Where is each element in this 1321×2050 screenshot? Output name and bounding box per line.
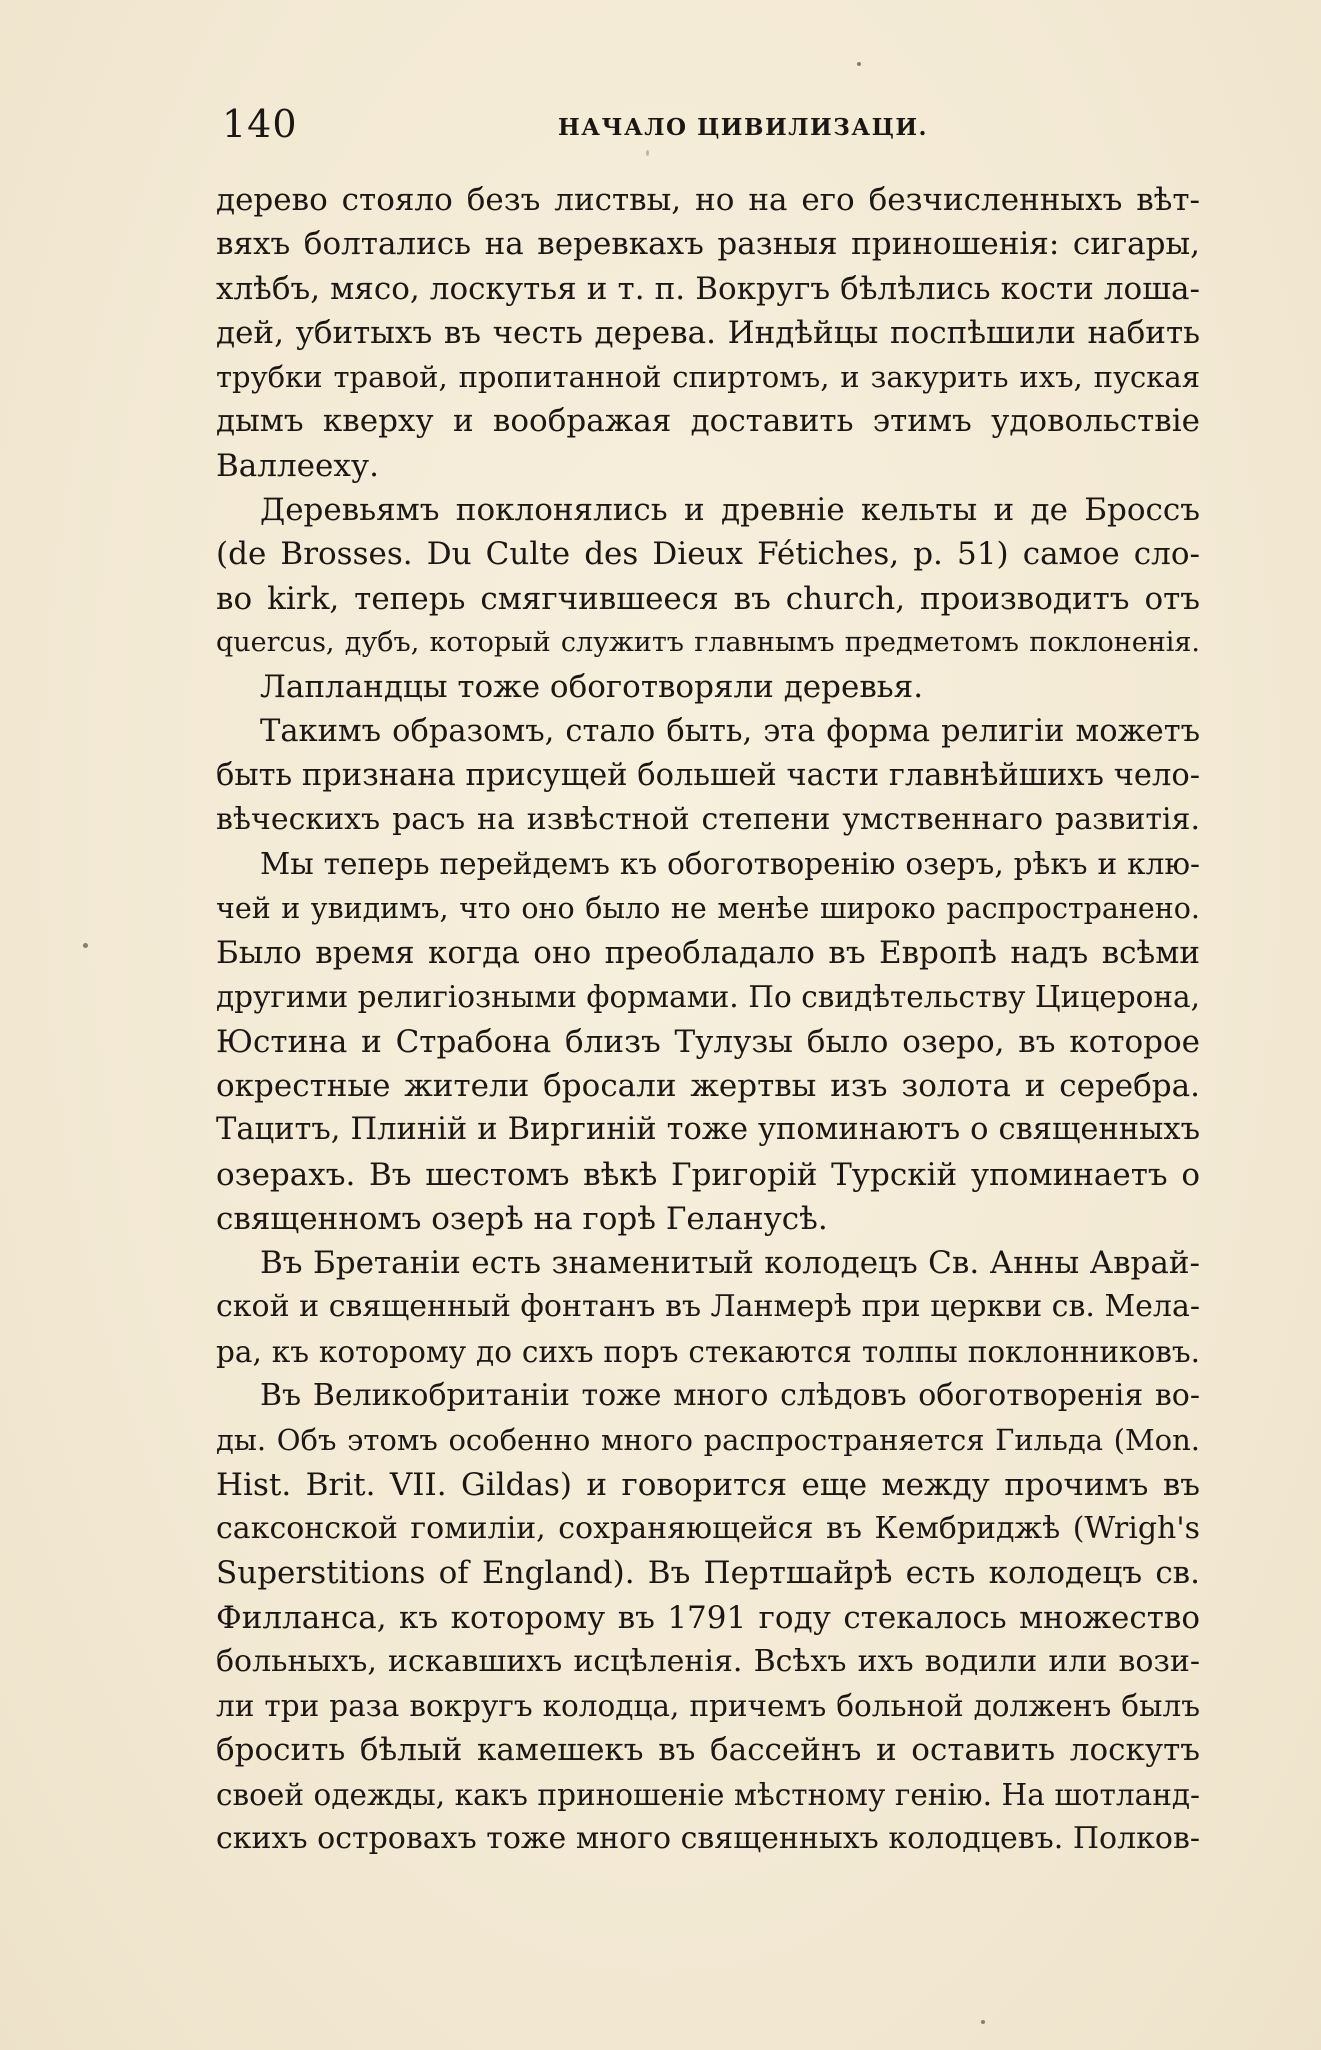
text-line: Деревьямъ поклонялись и древніе кельты и де Броссъ <box>260 492 1200 529</box>
text-line: другими религіозными формами. По свидѣтельству Цицерона, <box>216 980 1200 1015</box>
text-line: ской и священный фонтанъ въ Ланмерѣ при церкви св. Мела- <box>216 1289 1200 1325</box>
text-line: своей одежды, какъ приношеніе мѣстному генію. На шотланд- <box>216 1777 1200 1812</box>
text-line: хлѣбъ, мясо, лоскутья и т. п. Вокругъ бѣлѣлись кости лоша- <box>216 270 1200 307</box>
text-line: во kirk, теперь смягчившееся въ church, производитъ отъ <box>216 580 1200 617</box>
paper-speck <box>83 943 88 948</box>
text-line: Hist. Brit. VII. Gildas) и говорится еще между прочимъ въ <box>216 1466 1200 1503</box>
page-header <box>222 102 1194 152</box>
text-line: Было время когда оно преобладало въ Европѣ надъ всѣми <box>216 935 1200 972</box>
text-line: больныхъ, искавшихъ исцѣленія. Всѣхъ ихъ водили или вози- <box>216 1643 1200 1679</box>
text-line: вяхъ болтались на веревкахъ разныя приношенія: сигары, <box>216 226 1200 263</box>
paper-speck <box>646 150 649 156</box>
text-line: Тацитъ, Плиній и Виргиній тоже упоминаютъ о священныхъ <box>216 1112 1200 1148</box>
text-line: Superstitions of England). Въ Пертшайрѣ есть колодецъ св. <box>216 1555 1200 1592</box>
text-line: озерахъ. Въ шестомъ вѣкѣ Григорій Турскій упоминаетъ о <box>216 1156 1200 1193</box>
text-line: ды. Объ этомъ особенно много распространяется Гильда (Mon. <box>216 1423 1200 1458</box>
text-line: Такимъ образомъ, стало быть, эта форма религіи можетъ <box>260 713 1200 749</box>
text-line: ли три раза вокругъ колодца, причемъ больной долженъ былъ <box>216 1689 1200 1724</box>
paper-speck <box>981 2020 985 2024</box>
text-line: чей и увидимъ, что оно было не менѣе широко распространено. <box>216 891 1200 925</box>
text-line: священномъ озерѣ на горѣ Геланусѣ. <box>216 1200 828 1237</box>
text-line: дей, убитыхъ въ честь дерева. Индѣйцы поспѣшили набить <box>216 314 1200 351</box>
text-line: дерево стояло безъ листвы, но на его безчисленныхъ вѣт- <box>216 182 1200 218</box>
text-line: ра, къ которому до сихъ поръ стекаются толпы поклонниковъ. <box>216 1334 1200 1369</box>
text-line: Юстина и Страбона близъ Тулузы было озеро, въ которое <box>216 1023 1200 1060</box>
text-line: Валлееху. <box>216 447 379 484</box>
text-line: Филланса, къ которому въ 1791 году стекалось множество <box>216 1599 1200 1636</box>
page-number: 140 <box>222 102 298 146</box>
text-line: бросить бѣлый камешекъ въ бассейнъ и оставить лоскутъ <box>216 1732 1200 1769</box>
text-line: окрестные жители бросали жертвы изъ золота и серебра. <box>216 1067 1200 1104</box>
body-text <box>216 178 1200 1861</box>
text-line: дымъ кверху и воображая доставить этимъ удовольствіе <box>216 403 1200 440</box>
text-line: Въ Великобританіи тоже много слѣдовъ обоготворенія во- <box>260 1378 1200 1414</box>
text-line: quercus, дубъ, который служитъ главнымъ предметомъ поклоненія. <box>216 626 1200 658</box>
text-line: Лапландцы тоже обоготворяли деревья. <box>260 669 924 706</box>
text-line: быть признана присущей большей части главнѣйшихъ чело- <box>216 757 1200 793</box>
text-line: (de Brosses. Du Culte des Dieux Fétiches, p. 51) самое сло- <box>216 536 1200 573</box>
text-line: скихъ островахъ тоже много священныхъ колодцевъ. Полков- <box>216 1820 1200 1856</box>
running-title: НАЧАЛО ЦИВИЛИЗАЦИ. <box>558 114 929 141</box>
text-line: саксонской гомиліи, сохраняющейся въ Кембриджѣ (Wrigh's <box>216 1510 1200 1546</box>
text-line: Въ Бретаніи есть знаменитый колодецъ Св. Анны Аврай- <box>260 1245 1200 1282</box>
paper-speck <box>857 62 861 66</box>
text-line: Мы теперь перейдемъ къ обоготворенію озеръ, рѣкъ и клю- <box>260 847 1200 882</box>
text-line: вѣческихъ расъ на извѣстной степени умственнаго развитія. <box>216 802 1200 838</box>
text-line: трубки травой, пропитанной спиртомъ, и закурить ихъ, пуская <box>216 360 1200 395</box>
